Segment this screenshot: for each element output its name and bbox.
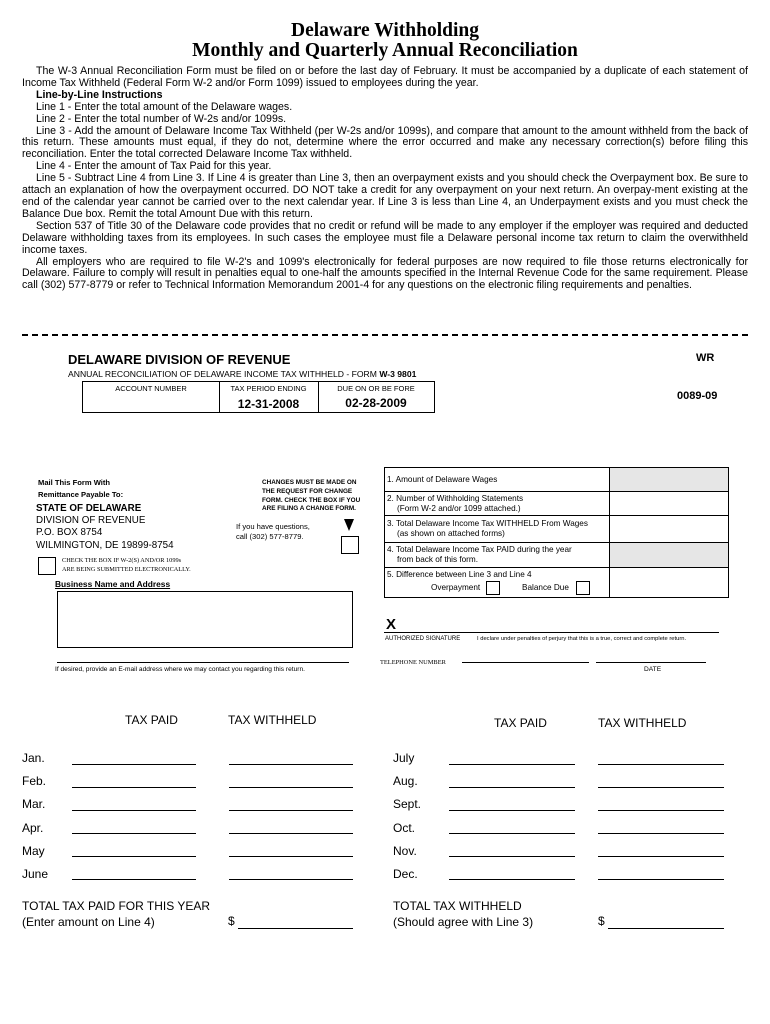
telephone-label: TELEPHONE NUMBER (380, 659, 446, 666)
mail-label-1: Mail This Form With (38, 478, 111, 487)
instructions-line1: Line 1 - Enter the total amount of the Delaware wages. (36, 100, 293, 113)
tax-withheld-field[interactable] (598, 879, 724, 880)
line2-label-a: 2. Number of Withholding Statements (387, 494, 524, 503)
agency-name: DELAWARE DIVISION OF REVENUE (68, 352, 291, 367)
tax-paid-field[interactable] (72, 833, 196, 834)
line4-label-b: from back of this form. (397, 555, 478, 564)
tax-paid-field[interactable] (449, 787, 575, 788)
instructions-line2: Line 2 - Enter the total number of W-2s and/or 1099s. (36, 112, 287, 125)
month-label: May (22, 844, 45, 858)
email-field[interactable] (57, 662, 349, 663)
tax-paid-field[interactable] (72, 879, 196, 880)
line3-withheld-field[interactable] (609, 515, 729, 543)
questions-note (236, 522, 310, 542)
line5-difference-field[interactable] (609, 567, 729, 598)
address-line-2: DIVISION OF REVENUE (36, 515, 146, 527)
change-form-checkbox[interactable] (341, 536, 359, 554)
total-paid-dollar-sign: $ (228, 914, 235, 928)
tax-paid-field[interactable] (72, 787, 196, 788)
questions-line-2: call (302) 577-8779. (236, 532, 304, 541)
telephone-field[interactable] (462, 662, 589, 663)
tax-withheld-field[interactable] (598, 764, 724, 765)
tax-paid-field[interactable] (449, 764, 575, 765)
line1-amount-field[interactable] (609, 467, 729, 492)
tax-paid-field[interactable] (449, 856, 575, 857)
instructions-heading: Line-by-Line Instructions (36, 88, 163, 101)
total-withheld-line-1: TOTAL TAX WITHHELD (393, 899, 522, 913)
right-tax-withheld-header: TAX WITHHELD (598, 716, 687, 730)
line3-label-a: 3. Total Delaware Income Tax WITHHELD From Wages (387, 519, 588, 528)
mailing-address (36, 503, 174, 552)
line4-label-a: 4. Total Delaware Income Tax PAID during the year (387, 545, 572, 554)
email-label: If desired, provide an E-mail address where we may contact you regarding this return. (55, 666, 305, 673)
month-label: Apr. (22, 821, 44, 835)
right-tax-paid-header: TAX PAID (494, 716, 547, 730)
tax-withheld-field[interactable] (598, 856, 724, 857)
electronic-filing-note (62, 557, 191, 574)
left-tax-paid-header: TAX PAID (125, 713, 178, 727)
month-label: Nov. (393, 844, 417, 858)
tear-line (22, 334, 748, 336)
mail-label-2: Remittance Payable To: (38, 490, 124, 499)
business-name-address-field[interactable] (57, 591, 353, 648)
total-tax-withheld-field[interactable] (608, 928, 724, 929)
tax-withheld-field[interactable] (229, 810, 353, 811)
month-label: Dec. (393, 867, 418, 881)
instructions-intro: The W-3 Annual Reconciliation Form must be filed on or before the last day of February. It must be accompanied by a duplicate of each statement of Income Tax Withheld (Federal Form W-2 and/or Form 1099) issued to employees during the year. (22, 65, 748, 89)
line2-label (387, 494, 523, 514)
tax-period-value: 12-31-2008 (237, 397, 300, 411)
tax-paid-field[interactable] (449, 833, 575, 834)
electronic-filing-checkbox[interactable] (38, 557, 56, 575)
form-subtitle-text: ANNUAL RECONCILIATION OF DELAWARE INCOME TAX WITHHELD - FORM (68, 369, 377, 379)
tax-withheld-field[interactable] (229, 833, 353, 834)
month-label: Jan. (22, 751, 45, 765)
overpayment-checkbox[interactable] (486, 581, 500, 595)
form-code-wr: WR (696, 352, 715, 364)
balance-due-checkbox[interactable] (576, 581, 590, 595)
instructions-electronic: All employers who are required to file W-2's and 1099's electronically for federal purposes are now required to file those returns electronically for Delaware. Failure to comply will result in penalties equal to one-half the amounts specified in the Internal Revenue Code for the same requirement. Please call (302) 577-8779 or refer to Technical Information Memorandum 2001-4 for any questions on the electronic filing requirements and penalties. (22, 255, 748, 292)
tax-paid-field[interactable] (72, 810, 196, 811)
signature-label: AUTHORIZED SIGNATURE (385, 636, 461, 642)
due-date-label: DUE ON OR BE FORE (337, 384, 415, 393)
line4-paid-field[interactable] (609, 542, 729, 568)
business-name-label: Business Name and Address (55, 579, 171, 589)
tax-withheld-field[interactable] (598, 787, 724, 788)
total-tax-paid-line-1: TOTAL TAX PAID FOR THIS YEAR (22, 899, 211, 913)
mail-instructions (38, 477, 123, 501)
month-label: Sept. (393, 797, 422, 811)
line2-count-field[interactable] (609, 491, 729, 516)
balance-due-label: Balance Due (522, 583, 569, 592)
line1-label: 1. Amount of Delaware Wages (387, 475, 498, 484)
total-tax-paid-label (22, 898, 210, 930)
electronic-note-line-1: CHECK THE BOX IF W-2(S) AND/OR 1099s (62, 557, 182, 564)
left-tax-withheld-header: TAX WITHHELD (228, 713, 317, 727)
questions-line-1: If you have questions, (236, 522, 310, 531)
instructions-line5: Line 5 - Subtract Line 4 from Line 3. If Line 4 is greater than Line 3, then an overpayment exists and you should check the Overpayment box. Be sure to attach an explanation of how the overpayment occurred. DO NOT take a credit for any overpayment on your next return. An overpay-ment existing at the end of the calendar year cannot be carried over to the next calendar year. If Line 3 is less than Line 4, an Underpayment exists and you must check the Balance Due box. Remit the total Amount Due with this return. (22, 172, 748, 220)
tax-period-label: TAX PERIOD ENDING (230, 384, 307, 393)
form-title-line1: Delaware Withholding (291, 20, 479, 41)
month-label: June (22, 867, 49, 881)
electronic-note-line-2: ARE BEING SUBMITTED ELECTRONICALLY. (62, 565, 191, 573)
tax-withheld-field[interactable] (229, 764, 353, 765)
form-title-line2: Monthly and Quarterly Annual Reconciliation (192, 40, 578, 61)
tax-paid-field[interactable] (72, 856, 196, 857)
changes-line-1: CHANGES MUST BE MADE ON (262, 479, 357, 486)
total-tax-paid-line-2: (Enter amount on Line 4) (22, 915, 155, 929)
tax-paid-field[interactable] (449, 879, 575, 880)
form-code-number: 0089-09 (677, 390, 718, 402)
month-label: Aug. (393, 774, 418, 788)
address-line-1: STATE OF DELAWARE (36, 503, 142, 514)
tax-withheld-field[interactable] (598, 833, 724, 834)
line2-label-b: (Form W-2 and/or 1099 attached.) (397, 504, 521, 513)
month-label: Mar. (22, 797, 46, 811)
instructions-section537: Section 537 of Title 30 of the Delaware code provides that no credit or refund will be made to any employer if the employer was required and deducted Delaware withholding taxes from its employees. In such cases the employee must file a Delaware personal income tax return to claim the overwithheld income taxes. (22, 219, 748, 256)
line3-label (387, 519, 588, 539)
tax-paid-field[interactable] (449, 810, 575, 811)
changes-line-2: THE REQUEST FOR CHANGE (262, 487, 353, 495)
instructions-line3: Line 3 - Add the amount of Delaware Income Tax Withheld (per W-2s and/or 1099s), and compare that amount to the amount withheld from the back of this return. These amounts must equal, if they do not, determine where the error occurred and make any necessary correction(s) before filing this reconciliation. Enter the total corrected Delaware Income Tax withheld. (22, 124, 748, 161)
arrow-down-icon (344, 519, 354, 531)
tax-withheld-field[interactable] (229, 879, 353, 880)
signature-field[interactable] (384, 632, 719, 633)
changes-line-3: FORM. CHECK THE BOX IF YOU (262, 496, 361, 504)
line5-label: 5. Difference between Line 3 and Line 4 (387, 570, 532, 579)
changes-line-4: ARE FILING A CHANGE FORM. (262, 505, 356, 513)
total-tax-withheld-label (393, 898, 533, 930)
month-label: July (393, 751, 415, 765)
account-box (82, 381, 435, 413)
date-label: DATE (644, 666, 662, 673)
tax-withheld-field[interactable] (229, 787, 353, 788)
line3-label-b: (as shown on attached forms) (397, 529, 505, 538)
tax-paid-field[interactable] (72, 764, 196, 765)
tax-withheld-field[interactable] (598, 810, 724, 811)
date-field[interactable] (596, 662, 706, 663)
instructions-line4: Line 4 - Enter the amount of Tax Paid for this year. (36, 160, 272, 173)
form-subtitle (68, 369, 416, 379)
month-label: Feb. (22, 774, 47, 788)
perjury-declaration: I declare under penalties of perjury that this is a true, correct and complete return. (477, 636, 687, 642)
tax-withheld-field[interactable] (229, 856, 353, 857)
form-id: W-3 9801 (379, 369, 417, 379)
total-withheld-dollar-sign: $ (598, 914, 605, 928)
account-number-label: ACCOUNT NUMBER (115, 384, 187, 393)
total-withheld-line-2: (Should agree with Line 3) (393, 915, 534, 929)
due-date-value: 02-28-2009 (345, 396, 407, 410)
instructions-block (22, 66, 748, 292)
signature-x-mark: X (386, 616, 397, 633)
address-line-4: WILMINGTON, DE 19899-8754 (36, 539, 174, 551)
overpayment-label: Overpayment (431, 583, 481, 592)
change-form-note (262, 479, 372, 514)
address-line-3: P.O. BOX 8754 (36, 527, 103, 539)
line4-label (387, 545, 572, 565)
total-tax-paid-field[interactable] (238, 928, 353, 929)
month-label: Oct. (393, 821, 416, 835)
